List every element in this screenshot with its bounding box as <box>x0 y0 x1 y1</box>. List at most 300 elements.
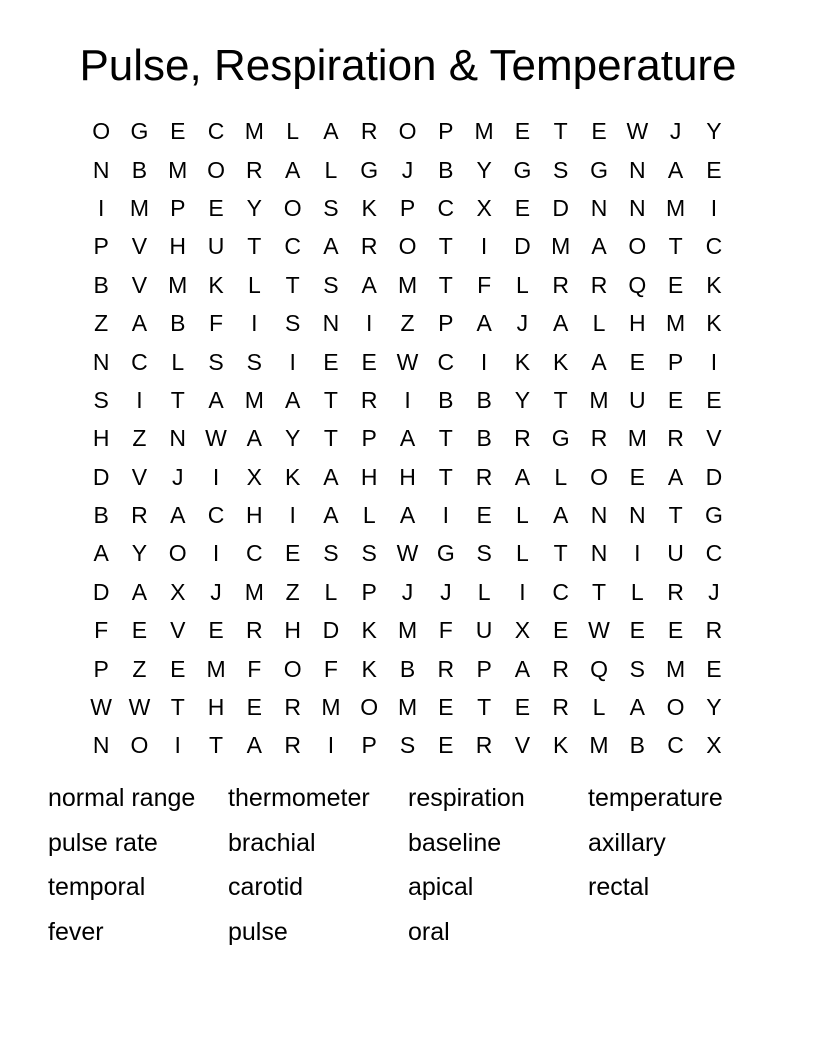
grid-letter[interactable]: N <box>92 156 110 183</box>
grid-letter[interactable]: R <box>552 655 570 682</box>
grid-letter[interactable]: L <box>477 578 491 605</box>
grid-letter[interactable]: I <box>212 463 220 490</box>
grid-letter[interactable]: O <box>283 655 302 682</box>
grid-letter[interactable]: B <box>93 271 109 298</box>
grid-letter[interactable]: B <box>629 732 645 759</box>
grid-letter[interactable]: O <box>207 156 225 183</box>
grid-letter[interactable]: G <box>704 502 723 529</box>
grid-letter[interactable]: M <box>666 194 686 221</box>
grid-letter[interactable]: L <box>247 271 261 298</box>
grid-letter[interactable]: Y <box>514 386 531 413</box>
grid-letter[interactable]: X <box>170 578 186 605</box>
grid-letter[interactable]: A <box>399 425 416 452</box>
grid-letter[interactable]: A <box>667 463 684 490</box>
grid-letter[interactable]: L <box>362 502 376 529</box>
grid-letter[interactable]: S <box>553 156 569 183</box>
grid-letter[interactable]: A <box>131 578 148 605</box>
grid-letter[interactable]: E <box>706 386 722 413</box>
grid-letter[interactable]: T <box>438 233 453 260</box>
grid-letter[interactable]: T <box>668 233 683 260</box>
grid-letter[interactable]: R <box>131 502 148 529</box>
grid-letter[interactable]: U <box>667 540 684 567</box>
grid-letter[interactable]: S <box>284 310 301 337</box>
grid-letter[interactable]: P <box>93 233 109 260</box>
word-list-item: carotid <box>228 873 304 902</box>
grid-letter[interactable]: T <box>553 118 568 145</box>
grid-letter[interactable]: K <box>361 194 377 221</box>
grid-letter[interactable]: A <box>399 502 416 529</box>
grid-letter[interactable]: O <box>398 233 417 260</box>
grid-letter[interactable]: K <box>553 348 569 375</box>
grid-letter[interactable]: R <box>667 425 684 452</box>
grid-letter[interactable]: R <box>667 578 684 605</box>
grid-letter[interactable]: U <box>628 386 646 413</box>
grid-letter[interactable]: A <box>667 156 684 183</box>
grid-letter[interactable]: V <box>170 617 186 644</box>
grid-letter[interactable]: I <box>519 578 526 605</box>
grid-letter[interactable]: C <box>705 540 723 567</box>
grid-letter[interactable]: I <box>289 348 296 375</box>
grid-letter[interactable]: X <box>476 194 492 221</box>
grid-letter[interactable]: G <box>360 156 379 183</box>
grid-letter[interactable]: T <box>285 271 300 298</box>
grid-letter[interactable]: B <box>170 310 186 337</box>
grid-letter[interactable]: C <box>207 502 225 529</box>
grid-letter[interactable]: E <box>438 732 454 759</box>
grid-letter[interactable]: R <box>360 386 378 413</box>
grid-letter[interactable]: T <box>170 386 185 413</box>
word-list <box>48 778 768 957</box>
grid-letter[interactable]: E <box>438 694 454 721</box>
grid-letter[interactable]: M <box>168 156 188 183</box>
grid-letter[interactable]: E <box>667 386 684 413</box>
grid-letter[interactable]: X <box>246 463 262 490</box>
grid-letter[interactable]: H <box>169 233 187 260</box>
grid-letter[interactable]: H <box>246 502 263 529</box>
grid-letter[interactable]: T <box>247 233 262 260</box>
grid-letter[interactable]: E <box>514 118 531 145</box>
grid-letter[interactable]: B <box>476 425 492 452</box>
grid-letter[interactable]: T <box>438 271 453 298</box>
grid-row <box>82 342 733 380</box>
grid-letter[interactable]: J <box>440 578 452 605</box>
grid-letter[interactable]: W <box>626 118 649 145</box>
grid-letter[interactable]: X <box>706 732 722 759</box>
grid-letter[interactable]: Y <box>284 425 301 452</box>
grid-letter[interactable]: E <box>629 617 645 644</box>
grid-letter[interactable]: E <box>131 617 148 644</box>
grid-letter[interactable]: M <box>244 118 264 145</box>
grid-letter[interactable]: N <box>92 732 110 759</box>
grid-letter[interactable]: F <box>323 655 338 682</box>
grid-letter[interactable]: A <box>514 463 531 490</box>
grid-letter[interactable]: B <box>438 156 454 183</box>
grid-letter[interactable]: E <box>706 156 722 183</box>
grid-letter[interactable]: V <box>514 732 531 759</box>
grid-letter[interactable]: I <box>174 732 181 759</box>
grid-letter[interactable]: M <box>321 694 341 721</box>
grid-letter[interactable]: T <box>438 425 453 452</box>
grid-letter[interactable]: A <box>476 310 492 337</box>
grid-letter[interactable]: P <box>438 118 454 145</box>
grid-letter[interactable]: T <box>170 694 185 721</box>
grid-letter[interactable]: L <box>516 540 529 567</box>
grid-letter[interactable]: C <box>131 348 148 375</box>
grid-letter[interactable]: O <box>360 694 379 721</box>
grid-letter[interactable]: M <box>206 655 226 682</box>
grid-letter[interactable]: S <box>323 271 339 298</box>
grid-letter[interactable]: S <box>323 540 339 567</box>
grid-letter[interactable]: N <box>628 156 646 183</box>
grid-letter[interactable]: P <box>361 425 377 452</box>
grid-letter[interactable]: M <box>244 578 264 605</box>
grid-letter[interactable]: T <box>591 578 607 605</box>
grid-letter[interactable]: A <box>361 271 377 298</box>
grid-letter[interactable]: C <box>207 118 225 145</box>
grid-letter[interactable]: E <box>208 617 224 644</box>
grid-letter[interactable]: O <box>168 540 187 567</box>
grid-letter[interactable]: L <box>324 156 338 183</box>
grid-letter[interactable]: G <box>513 156 532 183</box>
grid-letter[interactable]: I <box>404 386 411 413</box>
grid-letter[interactable]: R <box>437 655 455 682</box>
grid-letter[interactable]: Y <box>476 156 492 183</box>
grid-row <box>82 649 733 687</box>
grid-letter[interactable]: O <box>666 694 685 721</box>
grid-letter[interactable]: N <box>92 348 110 375</box>
grid-letter[interactable]: A <box>323 502 339 529</box>
grid-letter[interactable]: L <box>630 578 644 605</box>
grid-letter[interactable]: S <box>476 540 492 567</box>
grid-letter[interactable]: K <box>514 348 531 375</box>
grid-letter[interactable]: E <box>629 463 645 490</box>
grid-letter[interactable]: I <box>136 386 143 413</box>
grid-letter[interactable]: J <box>401 578 414 605</box>
grid-letter[interactable]: E <box>667 271 684 298</box>
grid-letter[interactable]: K <box>361 655 377 682</box>
grid-letter[interactable]: I <box>710 194 718 221</box>
grid-letter[interactable]: R <box>475 732 493 759</box>
grid-letter[interactable]: K <box>706 271 722 298</box>
grid-letter[interactable]: M <box>397 271 418 298</box>
grid-letter[interactable]: W <box>396 348 419 375</box>
grid-letter[interactable]: T <box>438 463 453 490</box>
grid-letter[interactable]: A <box>246 732 262 759</box>
grid-letter[interactable]: Y <box>131 540 148 567</box>
page-title: Pulse, Respiration & Temperature <box>79 41 737 90</box>
grid-letter[interactable]: M <box>627 425 647 452</box>
grid-letter[interactable]: K <box>208 271 224 298</box>
grid-row <box>82 227 733 265</box>
grid-letter[interactable]: R <box>284 732 301 759</box>
grid-letter[interactable]: W <box>396 540 419 567</box>
grid-letter[interactable]: E <box>170 655 186 682</box>
grid-letter[interactable]: A <box>323 233 339 260</box>
grid-letter[interactable]: J <box>708 578 720 605</box>
grid-letter[interactable]: N <box>590 502 608 529</box>
grid-letter[interactable]: J <box>210 578 222 605</box>
grid-letter[interactable]: F <box>438 617 453 644</box>
grid-letter[interactable]: E <box>476 502 492 529</box>
grid-letter[interactable]: K <box>284 463 301 490</box>
grid-letter[interactable]: P <box>399 194 416 221</box>
grid-letter[interactable]: S <box>399 732 416 759</box>
grid-letter[interactable]: E <box>246 694 262 721</box>
grid-letter[interactable]: T <box>553 540 568 567</box>
grid-letter[interactable]: W <box>205 425 227 452</box>
grid-letter[interactable]: W <box>90 694 112 721</box>
grid-letter[interactable]: H <box>360 463 378 490</box>
grid-letter[interactable]: H <box>628 310 646 337</box>
grid-letter[interactable]: M <box>397 617 418 644</box>
grid-letter[interactable]: G <box>551 425 570 452</box>
grid-letter[interactable]: I <box>634 540 641 567</box>
grid-letter[interactable]: I <box>480 348 488 375</box>
grid-letter[interactable]: B <box>131 156 148 183</box>
grid-letter[interactable]: G <box>130 118 149 145</box>
grid-letter[interactable]: C <box>667 732 684 759</box>
grid-letter[interactable]: E <box>667 617 684 644</box>
grid-letter[interactable]: B <box>93 502 109 529</box>
grid-row <box>82 611 733 649</box>
grid-letter[interactable]: M <box>666 310 686 337</box>
grid-letter[interactable]: E <box>323 348 339 375</box>
grid-letter[interactable]: A <box>591 233 607 260</box>
grid-letter[interactable]: D <box>705 463 723 490</box>
grid-letter[interactable]: V <box>706 425 722 452</box>
grid-letter[interactable]: R <box>360 118 378 145</box>
grid-letter[interactable]: Z <box>132 655 147 682</box>
grid-letter[interactable]: A <box>553 502 569 529</box>
grid-letter[interactable]: A <box>323 463 339 490</box>
grid-letter[interactable]: I <box>212 540 220 567</box>
grid-letter[interactable]: S <box>361 540 377 567</box>
grid-letter[interactable]: R <box>246 156 263 183</box>
grid-row <box>82 419 733 457</box>
grid-letter[interactable]: Z <box>132 425 147 452</box>
grid-letter[interactable]: C <box>552 578 570 605</box>
grid-letter[interactable]: E <box>208 194 224 221</box>
grid-letter[interactable]: M <box>397 694 418 721</box>
grid-letter[interactable]: F <box>209 310 224 337</box>
grid-letter[interactable]: V <box>131 233 148 260</box>
grid-letter[interactable]: F <box>94 617 109 644</box>
grid-letter[interactable]: V <box>131 271 148 298</box>
grid-letter[interactable]: I <box>480 233 488 260</box>
grid-letter[interactable]: C <box>284 233 301 260</box>
grid-letter[interactable]: O <box>398 118 417 145</box>
grid-letter[interactable]: Y <box>246 194 262 221</box>
grid-letter[interactable]: O <box>130 732 149 759</box>
grid-letter[interactable]: M <box>666 655 686 682</box>
grid-letter[interactable]: R <box>590 425 608 452</box>
grid-letter[interactable]: N <box>628 194 646 221</box>
grid-letter[interactable]: O <box>92 118 111 145</box>
grid-letter[interactable]: Q <box>628 271 647 298</box>
grid-letter[interactable]: I <box>289 502 296 529</box>
grid-letter[interactable]: O <box>590 463 608 490</box>
grid-letter[interactable]: A <box>591 348 607 375</box>
grid-letter[interactable]: R <box>284 694 301 721</box>
grid-letter[interactable]: L <box>592 310 606 337</box>
grid-letter[interactable]: P <box>476 655 492 682</box>
grid-letter[interactable]: P <box>170 194 186 221</box>
grid-letter[interactable]: D <box>552 194 570 221</box>
grid-letter[interactable]: H <box>207 694 225 721</box>
grid-letter[interactable]: Z <box>400 310 415 337</box>
grid-letter[interactable]: M <box>551 233 571 260</box>
grid-letter[interactable]: E <box>553 617 569 644</box>
grid-letter[interactable]: D <box>514 233 531 260</box>
grid-letter[interactable]: O <box>283 194 302 221</box>
grid-letter[interactable]: A <box>284 386 301 413</box>
grid-letter[interactable]: A <box>553 310 569 337</box>
grid-letter[interactable]: M <box>589 732 609 759</box>
grid-letter[interactable]: W <box>128 694 151 721</box>
grid-letter[interactable]: N <box>322 310 340 337</box>
grid-letter[interactable]: N <box>590 194 608 221</box>
grid-letter[interactable]: E <box>591 118 607 145</box>
grid-letter[interactable]: N <box>590 540 608 567</box>
grid-letter[interactable]: E <box>284 540 301 567</box>
grid-letter[interactable]: L <box>286 118 300 145</box>
grid-letter[interactable]: S <box>208 348 224 375</box>
grid-letter[interactable]: E <box>514 694 531 721</box>
grid-letter[interactable]: G <box>436 540 455 567</box>
grid-letter[interactable]: I <box>251 310 258 337</box>
grid-letter[interactable]: T <box>553 386 568 413</box>
grid-row <box>82 458 733 496</box>
grid-letter[interactable]: A <box>208 386 224 413</box>
grid-letter[interactable]: C <box>437 194 455 221</box>
grid-letter[interactable]: A <box>284 156 301 183</box>
grid-letter[interactable]: P <box>361 732 377 759</box>
grid-letter[interactable]: H <box>92 425 110 452</box>
grid-letter[interactable]: Q <box>590 655 608 682</box>
grid-letter[interactable]: S <box>323 194 339 221</box>
grid-letter[interactable]: I <box>710 348 718 375</box>
grid-letter[interactable]: I <box>442 502 450 529</box>
grid-letter[interactable]: A <box>629 694 645 721</box>
grid-letter[interactable]: E <box>706 655 722 682</box>
grid-letter[interactable]: A <box>246 425 262 452</box>
grid-letter[interactable]: D <box>322 617 340 644</box>
grid-letter[interactable]: E <box>629 348 645 375</box>
grid-letter[interactable]: C <box>246 540 263 567</box>
grid-letter[interactable]: P <box>93 655 109 682</box>
grid-letter[interactable]: W <box>588 617 610 644</box>
grid-letter[interactable]: P <box>438 310 454 337</box>
grid-letter[interactable]: K <box>553 732 569 759</box>
grid-letter[interactable]: T <box>209 732 224 759</box>
grid-letter[interactable]: A <box>514 655 531 682</box>
grid-letter[interactable]: P <box>667 348 684 375</box>
grid-letter[interactable]: X <box>514 617 531 644</box>
grid-letter[interactable]: L <box>592 694 606 721</box>
grid-letter[interactable]: L <box>516 502 529 529</box>
grid-letter[interactable]: N <box>169 425 187 452</box>
grid-letter[interactable]: E <box>514 194 531 221</box>
grid-letter[interactable]: K <box>706 310 722 337</box>
grid-letter[interactable]: Z <box>94 310 109 337</box>
grid-letter[interactable]: I <box>327 732 335 759</box>
grid-letter[interactable]: P <box>361 578 377 605</box>
grid-letter[interactable]: A <box>323 118 339 145</box>
grid-letter[interactable]: R <box>552 694 570 721</box>
grid-letter[interactable]: V <box>131 463 148 490</box>
grid-letter[interactable]: M <box>589 386 609 413</box>
grid-letter[interactable]: R <box>475 463 493 490</box>
grid-letter[interactable]: J <box>401 156 414 183</box>
grid-letter[interactable]: A <box>93 540 109 567</box>
grid-letter[interactable]: R <box>246 617 263 644</box>
grid-letter[interactable]: R <box>360 233 378 260</box>
grid-letter[interactable]: R <box>514 425 531 452</box>
grid-letter[interactable]: U <box>207 233 225 260</box>
grid-letter[interactable]: K <box>361 617 377 644</box>
grid-letter[interactable]: R <box>552 271 570 298</box>
grid-letter[interactable]: N <box>628 502 646 529</box>
grid-letter[interactable]: S <box>93 386 109 413</box>
grid-letter[interactable]: T <box>668 502 683 529</box>
grid-letter[interactable]: A <box>170 502 186 529</box>
grid-letter[interactable]: L <box>554 463 568 490</box>
grid-letter[interactable]: J <box>516 310 529 337</box>
grid-letter[interactable]: D <box>92 463 110 490</box>
grid-letter[interactable]: T <box>323 386 338 413</box>
grid-letter[interactable]: B <box>476 386 492 413</box>
grid-letter[interactable]: I <box>97 194 105 221</box>
grid-letter[interactable]: M <box>474 118 494 145</box>
grid-letter[interactable]: Z <box>285 578 300 605</box>
grid-letter[interactable]: I <box>366 310 373 337</box>
grid-letter[interactable]: F <box>247 655 262 682</box>
grid-letter[interactable]: S <box>629 655 645 682</box>
grid-letter[interactable]: J <box>171 463 184 490</box>
grid-letter[interactable]: F <box>477 271 492 298</box>
grid-letter[interactable]: A <box>131 310 148 337</box>
grid-letter[interactable]: D <box>92 578 110 605</box>
grid-letter[interactable]: C <box>705 233 723 260</box>
grid-letter[interactable]: H <box>284 617 301 644</box>
grid-letter[interactable]: J <box>669 118 682 145</box>
grid-letter[interactable]: E <box>170 118 186 145</box>
grid-letter[interactable]: R <box>590 271 608 298</box>
grid-letter[interactable]: E <box>361 348 377 375</box>
grid-letter[interactable]: U <box>475 617 493 644</box>
grid-letter[interactable]: L <box>324 578 338 605</box>
grid-letter[interactable]: R <box>705 617 723 644</box>
grid-letter[interactable]: B <box>438 386 454 413</box>
grid-letter[interactable]: M <box>168 271 188 298</box>
word-list-item: brachial <box>228 828 316 857</box>
grid-letter[interactable]: S <box>246 348 262 375</box>
grid-letter[interactable]: M <box>129 194 150 221</box>
grid-letter[interactable]: M <box>244 386 264 413</box>
grid-letter[interactable]: Y <box>706 118 722 145</box>
grid-letter[interactable]: H <box>399 463 416 490</box>
grid-letter[interactable]: O <box>628 233 647 260</box>
grid-letter[interactable]: B <box>399 655 416 682</box>
grid-letter[interactable]: T <box>323 425 338 452</box>
grid-letter[interactable]: Y <box>706 694 722 721</box>
grid-letter[interactable]: G <box>590 156 608 183</box>
grid-letter[interactable]: L <box>516 271 529 298</box>
grid-letter[interactable]: C <box>437 348 455 375</box>
grid-row <box>82 112 733 150</box>
grid-letter[interactable]: T <box>477 694 492 721</box>
grid-letter[interactable]: L <box>171 348 185 375</box>
